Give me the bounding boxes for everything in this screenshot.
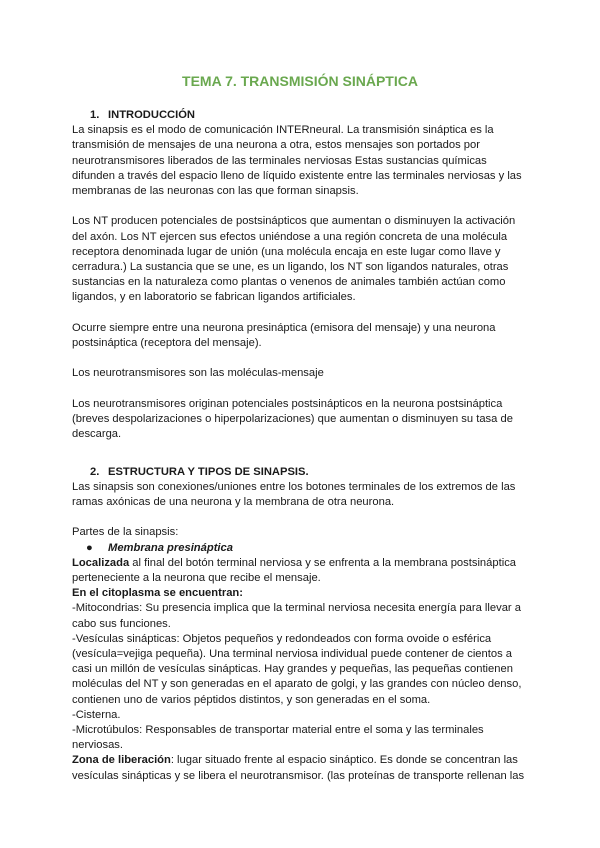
paragraph-text: al final del botón terminal nerviosa y se enfrenta a la membrana postsináptica perteneciente a la neurona que recibe el mensaje. <box>72 556 517 584</box>
paragraph: Los NT producen potenciales de postsinápticos que aumentan o disminuyen la activación del axón. Los NT ejercen sus efectos uniéndose a una región concreta de una molécula receptora denominada lugar de unión (una molécula encaja en este lugar como llave y cerradura.) La sustancia que se une, es un ligando, los NT son ligandos naturales, otras sustancias en la naturaleza como plantas o venenos de animales también actúan como ligandos, y en laboratorio se fabrican ligandos artificiales. <box>72 215 516 304</box>
paragraph: -Mitocondrias: Su presencia implica que la terminal nerviosa necesita energía para llevar a cabo sus funciones. <box>72 602 521 630</box>
paragraph: La sinapsis es el modo de comunicación INTERneural. La transmisión sináptica es la transmisión de mensajes de una neurona a otra, estos mensajes son portados por neurotransmisores liberados de las terminales nerviosas Estas sustancias químicas difunden a través del espacio lleno de líquido existente entre las terminales nerviosas y las membranas de las neuronas con las que forman sinapsis. <box>72 124 522 198</box>
paragraph: Los neurotransmisores originan potenciales postsinápticos en la neurona postsináptica (breves despolarizaciones o hiperpolarizaciones) que aumentan o disminuyen su tasa de descarga. <box>72 397 513 441</box>
section-1-heading <box>72 108 528 123</box>
paragraph: Partes de la sinapsis: <box>72 526 179 539</box>
paragraph: -Microtúbulos: Responsables de transportar material entre el soma y las terminales nerviosas. <box>72 724 484 752</box>
paragraph <box>72 753 528 783</box>
section-2-title: ESTRUCTURA Y TIPOS DE SINAPSIS. <box>108 465 309 478</box>
paragraph: Ocurre siempre entre una neurona presináptica (emisora del mensaje) y una neurona postsináptica (receptora del mensaje). <box>72 321 496 350</box>
bullet-dot-icon: ● <box>86 541 93 554</box>
paragraph-text: : lugar situado frente al espacio sináptico. Es donde se concentran las vesículas sinápticas y se libera el neurotransmisor. (las proteínas de transporte rellenan las <box>72 754 525 782</box>
paragraph: -Vesículas sinápticas: Objetos pequeños y redondeados con forma ovoide o esférica (vesícula=vejiga pequeña). Una terminal nerviosa individual puede contener de cientos a casi un millón de vesículas sinápticas. Hay grandes y pequeñas, las pequeñas contienen moléculas del NT y son generadas en el aparato de golgi, y las grandes con núcleo denso, contienen uno de varios péptidos distintos, y son generadas en el soma. <box>72 632 522 706</box>
bold-term: Localizada <box>72 556 130 569</box>
paragraph <box>72 556 528 586</box>
page-title: TEMA 7. TRANSMISIÓN SINÁPTICA <box>182 73 418 89</box>
section-1-title: INTRODUCCIÓN <box>108 109 196 121</box>
bold-term: Zona de liberación <box>72 754 171 767</box>
bullet-label: Membrana presináptica <box>108 541 233 554</box>
section-2-heading <box>72 465 528 480</box>
section-1-number: 1. <box>90 109 100 121</box>
bullet-item <box>86 541 528 556</box>
section-2-number: 2. <box>90 465 100 478</box>
subheading: En el citoplasma se encuentran: <box>72 587 243 600</box>
paragraph: Los neurotransmisores son las moléculas-mensaje <box>72 367 324 380</box>
paragraph: -Cisterna. <box>72 708 121 721</box>
document-body <box>72 108 528 784</box>
paragraph: Las sinapsis son conexiones/uniones entre los botones terminales de los extremos de las ramas axónicas de una neurona y la membrana de otra neurona. <box>72 480 516 508</box>
